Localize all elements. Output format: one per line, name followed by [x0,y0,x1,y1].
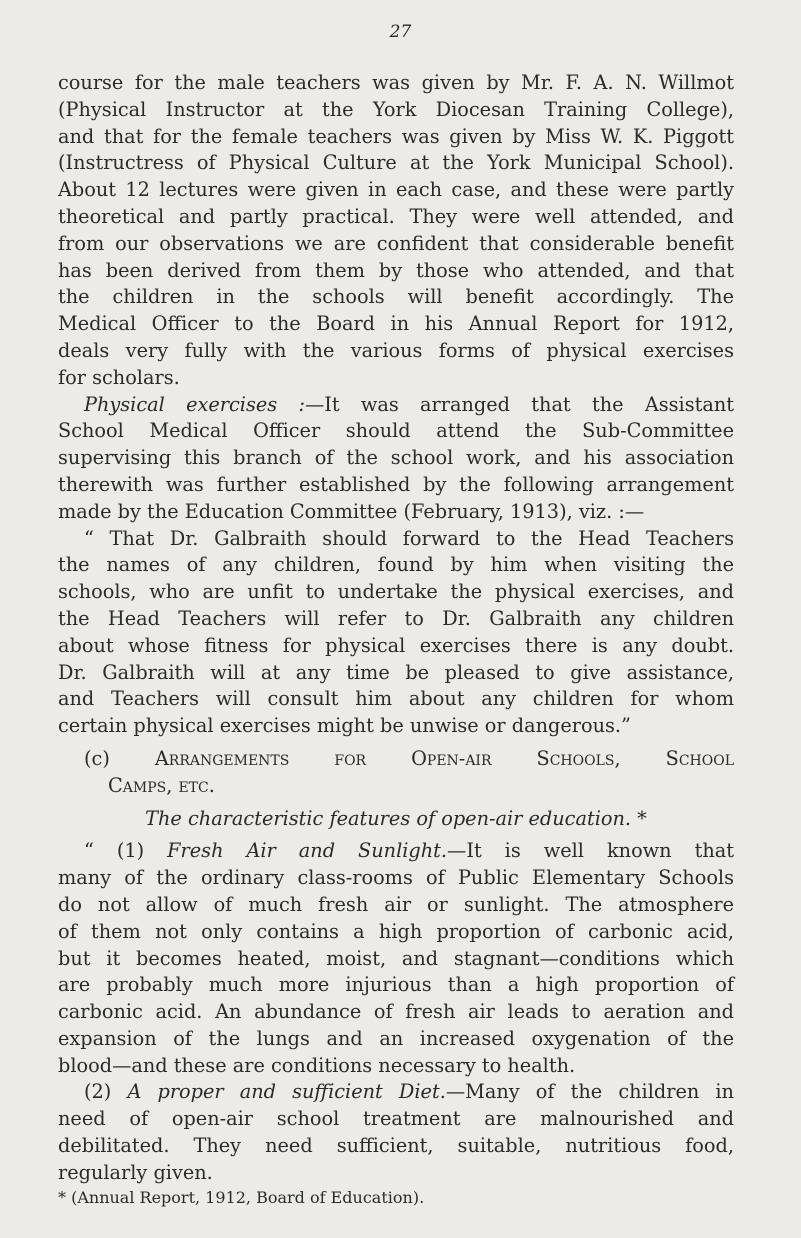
paragraph-physical-exercises [58,392,734,526]
heading-text: Arrangements for Open-air Schools, School [154,746,734,770]
text-line: but it becomes heated, moist, and stagnant—conditions which [58,946,734,970]
text-line: blood—and these are conditions necessary to health. [58,1053,576,1077]
text-line: School Medical Officer should attend the Sub-Committee [58,419,734,443]
section-heading [58,746,734,800]
text-line: Dr. Galbraith will at any time be pleased to give assistance, [58,660,734,684]
page-body [58,70,734,1209]
text-line: certain physical exercises might be unwise or dangerous.” [58,714,631,738]
paragraph-teachers-course [58,70,734,392]
text-line: for scholars. [58,365,180,389]
text-run: —It was arranged that the Assistant [304,392,735,416]
run-in-heading: A proper and sufficient Diet. [127,1080,446,1104]
text-line: carbonic acid. An abundance of fresh air leads to aeration and [58,1000,734,1024]
text-line [58,1079,734,1106]
text-line: (Physical Instructor at the York Diocesan Training College), [58,97,734,121]
text-line: the children in the schools will benefit accordingly. The [58,285,734,309]
text-line: and Teachers will consult him about any children for whom [58,687,734,711]
paragraph-quotation [58,526,734,740]
text-line [84,746,734,773]
text-run: “ (1) [84,839,145,863]
text-line: the names of any children, found by him when visiting the [58,553,734,577]
heading-prefix: (c) [84,746,110,770]
text-line: regularly given. [58,1160,213,1184]
text-line: schools, who are unfit to undertake the physical exercises, and [58,580,734,604]
text-line: (Instructress of Physical Culture at the York Municipal School). [58,151,734,175]
text-line: “ That Dr. Galbraith should forward to the Head Teachers [84,526,734,550]
text-line: Medical Officer to the Board in his Annual Report for 1912, [58,312,734,336]
subheading: The characteristic features of open-air education. * [145,806,647,830]
text-line: about whose fitness for physical exercises there is any doubt. [58,633,734,657]
text-line: deals very fully with the various forms of physical exercises [58,338,734,362]
text-line: About 12 lectures were given in each case, and these were partly [58,178,734,202]
text-line [58,392,734,419]
text-run: —Many of the children in [445,1080,734,1104]
text-line: theoretical and partly practical. They were well attended, and [58,204,734,228]
text-line: need of open-air school treatment are malnourished and [58,1107,734,1131]
run-in-heading: Physical exercises : [84,392,305,416]
paragraph-diet [58,1079,734,1186]
run-in-heading: Fresh Air and Sunlight. [167,839,448,863]
text-run: —It is well known that [447,839,734,863]
text-line: and that for the female teachers was given by Miss W. K. Piggott [58,124,734,148]
text-line: many of the ordinary class-rooms of Public Elementary Schools [58,866,734,890]
footnote: * (Annual Report, 1912, Board of Education). [58,1187,425,1207]
paragraph-fresh-air [58,838,734,1079]
text-line: expansion of the lungs and an increased oxygenation of the [58,1026,734,1050]
text-line: debilitated. They need sufficient, suitable, nutritious food, [58,1134,734,1158]
text-line: do not allow of much fresh air or sunlight. The atmosphere [58,892,734,916]
text-line: made by the Education Committee (February, 1913), viz. :— [58,499,645,523]
text-line: the Head Teachers will refer to Dr. Galbraith any children [58,606,734,630]
text-line: of them not only contains a high proportion of carbonic acid, [58,919,734,943]
text-line: are probably much more injurious than a high proportion of [58,973,734,997]
text-line: has been derived from them by those who attended, and that [58,258,734,282]
text-line [58,838,734,865]
text-line: supervising this branch of the school work, and his association [58,446,734,470]
page-number: 27 [389,22,412,42]
text-line: therewith was further established by the following arrangement [58,472,734,496]
text-line: course for the male teachers was given by Mr. F. A. N. Willmot [58,71,734,94]
text-line: from our observations we are confident that considerable benefit [58,231,734,255]
heading-text-continued: Camps, etc. [108,773,215,797]
text-run: (2) [84,1080,112,1104]
